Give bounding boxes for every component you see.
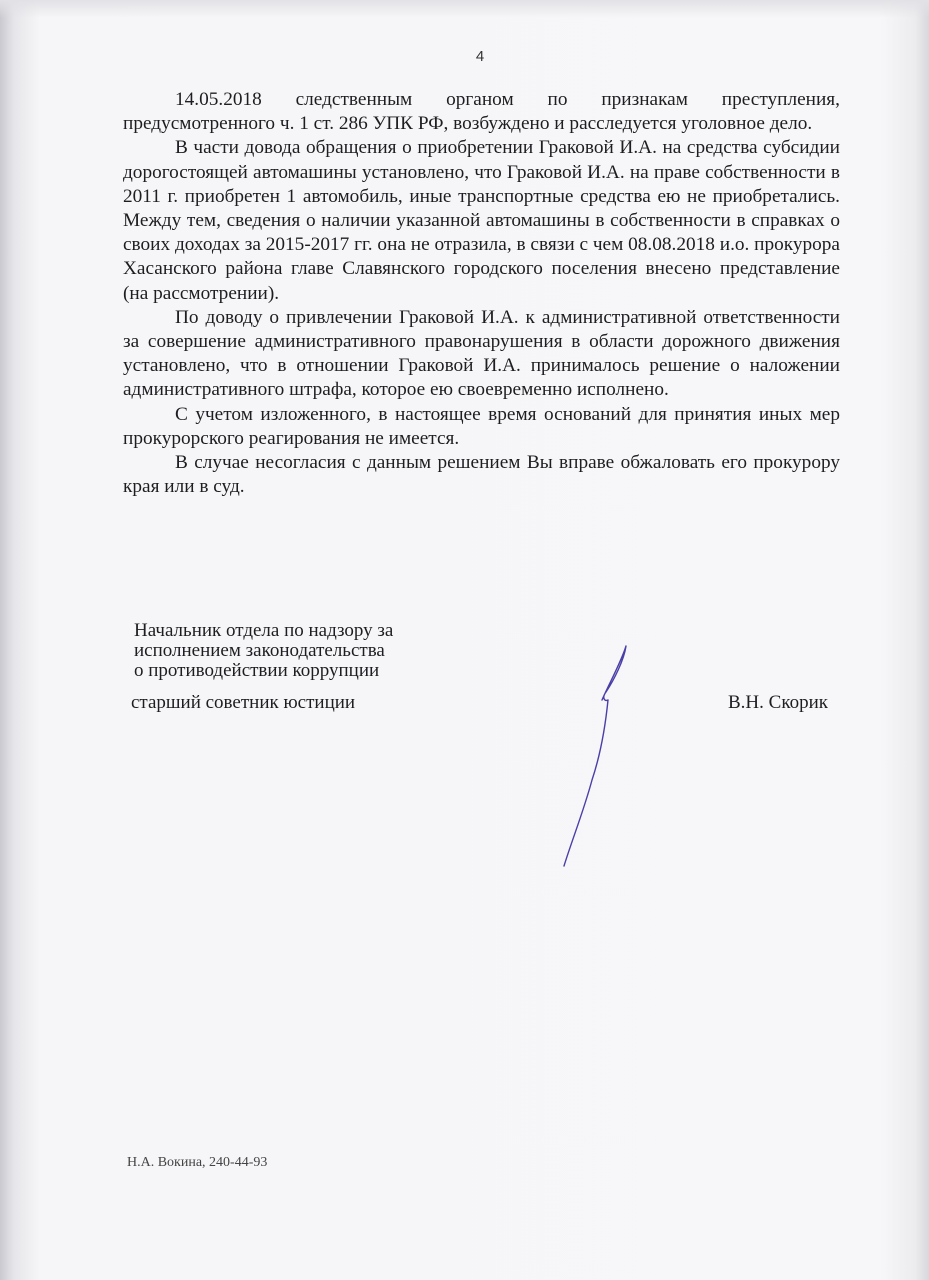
paragraph-administrative-liability: По доводу о привлечении Граковой И.А. к административной ответственности за совершение административного правонарушения в области дорожного движения установлено, что в отношении Граковой И.А. принималось решение о наложении административного штрафа, которое ею своевременно исполнено. (123, 306, 840, 401)
signer-position-line: о противодействии коррупции (134, 660, 380, 681)
executor-contact: Н.А. Вокина, 240-44-93 (127, 1155, 268, 1170)
paragraph-vehicle-purchase: В части довода обращения о приобретении Граковой И.А. на средства субсидии дорогостоящей автомашины установлено, что Граковой И.А. на праве собственности в 2011 г. приобретен 1 автомобиль, иные транспортные средства ею не приобретались. Между тем, сведения о наличии указанной автомашины в собственности в справках о своих доходах за 2015-2017 гг. она не отразила, в связи с чем 08.08.2018 и.о. прокурора Хасанского района главе Славянского городского поселения внесено представление (на рассмотрении). (123, 137, 840, 304)
signer-position (134, 621, 393, 681)
page-number: 4 (475, 48, 485, 65)
signer-name: В.Н. Скорик (728, 692, 828, 713)
signer-rank: старший советник юстиции (131, 692, 356, 713)
handwritten-signature (540, 630, 660, 870)
scan-shadow (0, 0, 929, 18)
paragraph-criminal-case: 14.05.2018 следственным органом по признакам преступления, предусмотренного ч. 1 ст. 286 УПК РФ, возбуждено и расследуется уголовное дело. (123, 89, 840, 135)
letter-body (123, 88, 840, 499)
signer-position-line: исполнением законодательства (134, 640, 385, 661)
paragraph-conclusion: С учетом изложенного, в настоящее время оснований для принятия иных мер прокурорского реагирования не имеется. (123, 403, 840, 449)
paragraph-appeal-right: В случае несогласия с данным решением Вы вправе обжаловать его прокурору края или в суд. (123, 452, 840, 498)
signer-position-line: Начальник отдела по надзору за (134, 620, 394, 641)
